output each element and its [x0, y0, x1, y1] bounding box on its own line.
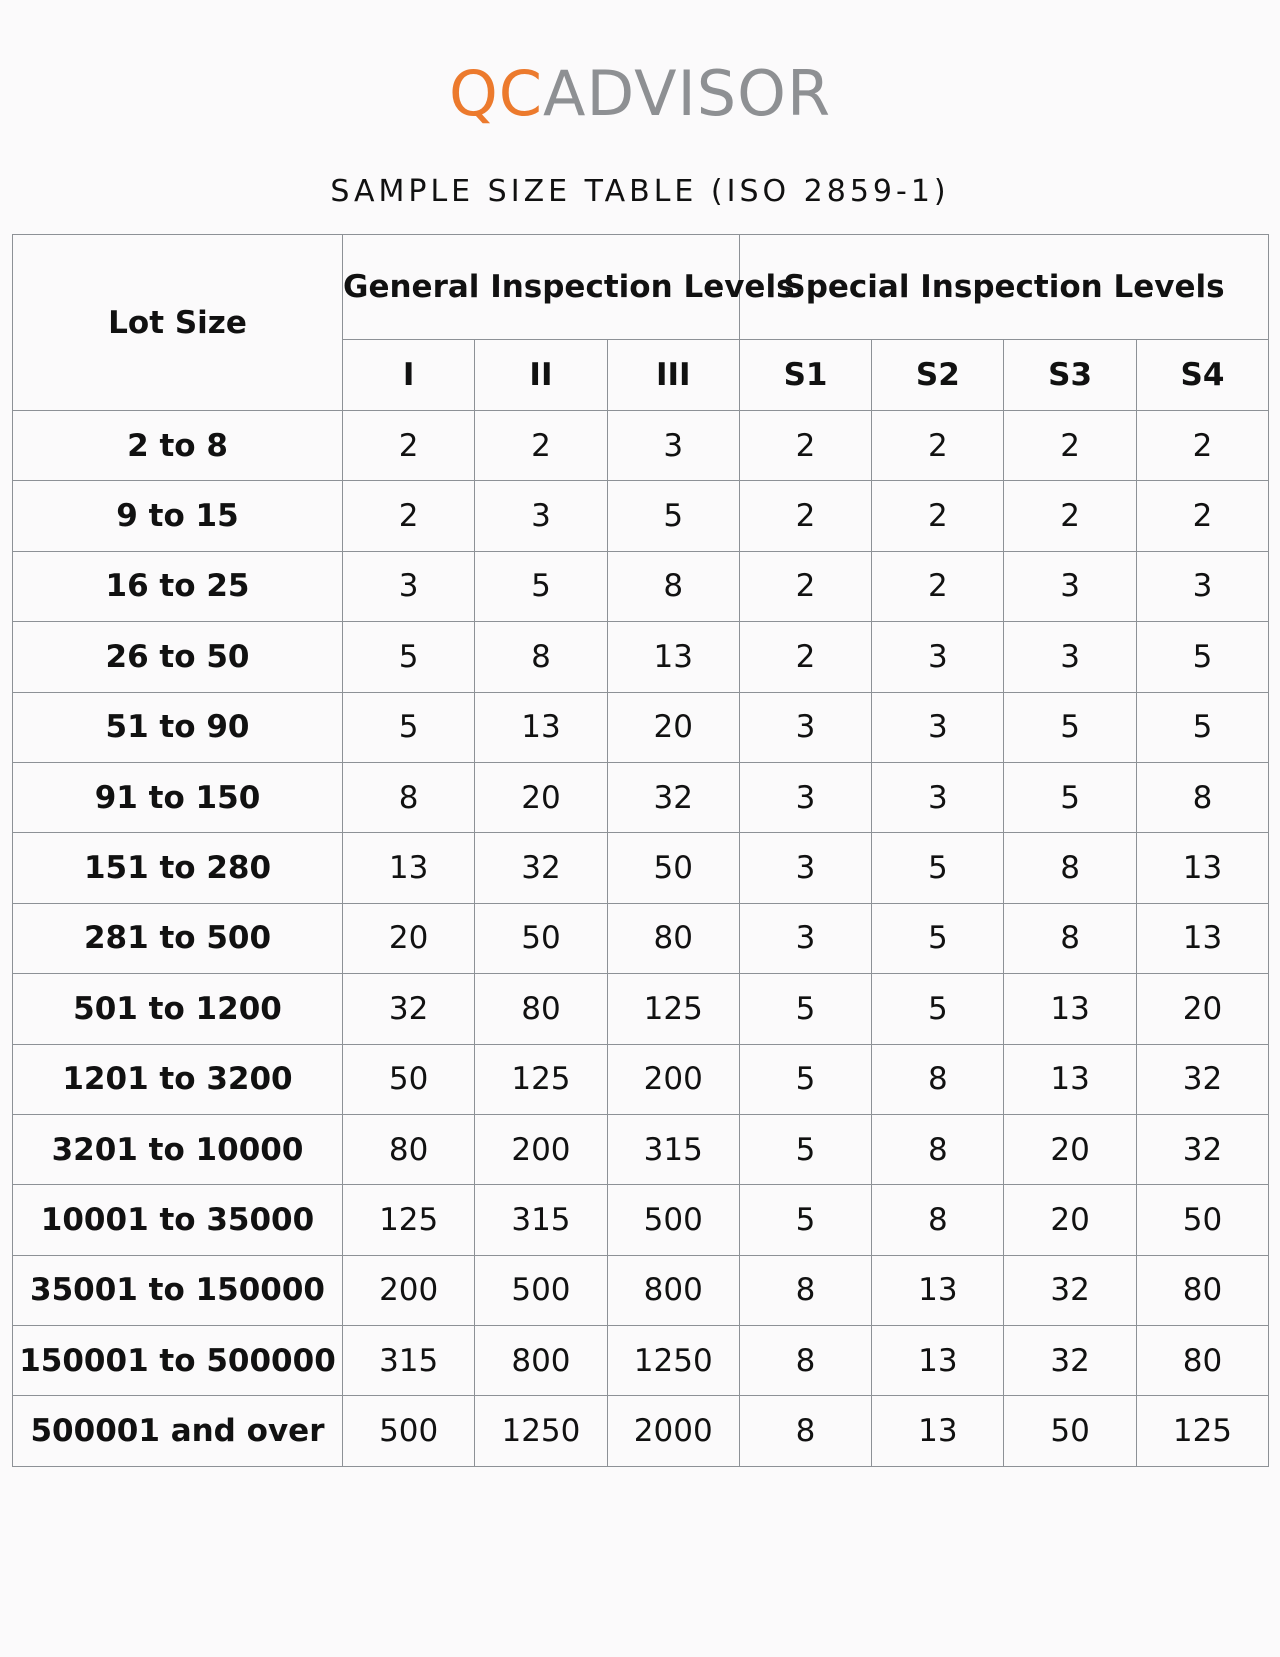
sample-size-cell: 2 — [1004, 411, 1136, 481]
sample-size-cell: 800 — [607, 1255, 739, 1325]
sample-size-cell: 5 — [343, 692, 475, 762]
header-row-groups — [13, 235, 1269, 340]
table-row — [13, 551, 1269, 621]
sample-size-cell: 200 — [475, 1114, 607, 1184]
page-title: SAMPLE SIZE TABLE (ISO 2859-1) — [330, 174, 950, 209]
sample-size-cell: 20 — [607, 692, 739, 762]
column-header-S1: S1 — [739, 340, 871, 411]
sample-size-cell: 50 — [475, 903, 607, 973]
column-header-S4: S4 — [1136, 340, 1268, 411]
sample-size-cell: 32 — [1004, 1326, 1136, 1396]
sample-size-cell: 8 — [607, 551, 739, 621]
sample-size-cell: 8 — [872, 1185, 1004, 1255]
sample-size-cell: 3 — [739, 762, 871, 832]
sample-size-cell: 80 — [1136, 1255, 1268, 1325]
sample-size-cell: 32 — [1136, 1114, 1268, 1184]
lot-size-cell: 500001 and over — [13, 1396, 343, 1466]
column-header-S2: S2 — [872, 340, 1004, 411]
sample-size-cell: 50 — [343, 1044, 475, 1114]
sample-size-cell: 13 — [607, 622, 739, 692]
column-header-II: II — [475, 340, 607, 411]
sample-size-cell: 200 — [607, 1044, 739, 1114]
sample-size-cell: 5 — [1136, 622, 1268, 692]
sample-size-cell: 5 — [872, 974, 1004, 1044]
sample-size-cell: 500 — [475, 1255, 607, 1325]
sample-size-cell: 5 — [607, 481, 739, 551]
special-inspection-header: Special Inspection Levels — [739, 235, 1268, 340]
sample-size-cell: 80 — [343, 1114, 475, 1184]
sample-size-cell: 3 — [1004, 551, 1136, 621]
sample-size-cell: 32 — [1004, 1255, 1136, 1325]
sample-size-cell: 32 — [607, 762, 739, 832]
sample-size-cell: 2 — [739, 622, 871, 692]
sample-size-cell: 8 — [739, 1326, 871, 1396]
sample-size-cell: 5 — [739, 1114, 871, 1184]
sample-size-cell: 500 — [343, 1396, 475, 1466]
sample-size-cell: 13 — [1136, 903, 1268, 973]
sample-size-cell: 5 — [739, 974, 871, 1044]
table-row — [13, 1044, 1269, 1114]
sample-size-cell: 20 — [1136, 974, 1268, 1044]
sample-size-cell: 315 — [343, 1326, 475, 1396]
sample-size-cell: 5 — [739, 1185, 871, 1255]
sample-size-cell: 5 — [872, 903, 1004, 973]
sample-size-cell: 5 — [343, 622, 475, 692]
sample-size-cell: 2 — [739, 481, 871, 551]
lot-size-cell: 2 to 8 — [13, 411, 343, 481]
lot-size-cell: 1201 to 3200 — [13, 1044, 343, 1114]
sample-size-cell: 2 — [475, 411, 607, 481]
sample-size-cell: 8 — [739, 1396, 871, 1466]
table-row — [13, 974, 1269, 1044]
sample-size-cell: 2 — [343, 481, 475, 551]
sample-size-cell: 2 — [872, 411, 1004, 481]
table-row — [13, 481, 1269, 551]
lot-size-cell: 51 to 90 — [13, 692, 343, 762]
sample-size-cell: 13 — [872, 1326, 1004, 1396]
sample-size-cell: 50 — [1136, 1185, 1268, 1255]
sample-size-cell: 500 — [607, 1185, 739, 1255]
sample-size-cell: 5 — [1004, 762, 1136, 832]
sample-size-cell: 200 — [343, 1255, 475, 1325]
sample-size-cell: 3 — [343, 551, 475, 621]
logo-qc: QC — [448, 57, 544, 130]
sample-size-cell: 5 — [1004, 692, 1136, 762]
lot-size-cell: 281 to 500 — [13, 903, 343, 973]
sample-size-cell: 20 — [475, 762, 607, 832]
sample-size-cell: 2 — [1004, 481, 1136, 551]
table-row — [13, 903, 1269, 973]
table-row — [13, 1396, 1269, 1466]
sample-size-cell: 20 — [1004, 1114, 1136, 1184]
sample-size-cell: 1250 — [475, 1396, 607, 1466]
table-row — [13, 762, 1269, 832]
sample-size-cell: 2 — [739, 551, 871, 621]
sample-size-cell: 8 — [343, 762, 475, 832]
sample-size-cell: 2 — [872, 481, 1004, 551]
sample-size-cell: 3 — [475, 481, 607, 551]
sample-size-cell: 13 — [872, 1396, 1004, 1466]
lot-size-cell: 26 to 50 — [13, 622, 343, 692]
sample-size-cell: 32 — [343, 974, 475, 1044]
sample-size-cell: 3 — [872, 762, 1004, 832]
sample-size-cell: 2 — [1136, 411, 1268, 481]
sample-size-cell: 5 — [739, 1044, 871, 1114]
table-row — [13, 1185, 1269, 1255]
sample-size-cell: 3 — [872, 692, 1004, 762]
table-row — [13, 411, 1269, 481]
sample-size-cell: 13 — [1004, 1044, 1136, 1114]
sample-size-cell: 8 — [739, 1255, 871, 1325]
table-row — [13, 692, 1269, 762]
column-header-S3: S3 — [1004, 340, 1136, 411]
sample-size-cell: 125 — [1136, 1396, 1268, 1466]
sample-size-cell: 5 — [1136, 692, 1268, 762]
sample-size-cell: 2 — [872, 551, 1004, 621]
sample-size-cell: 32 — [1136, 1044, 1268, 1114]
table-row — [13, 1326, 1269, 1396]
qcadvisor-logo — [0, 58, 1280, 130]
sample-size-cell: 20 — [343, 903, 475, 973]
sample-size-cell: 3 — [739, 903, 871, 973]
sample-size-cell: 13 — [1136, 833, 1268, 903]
lot-size-cell: 35001 to 150000 — [13, 1255, 343, 1325]
sample-size-cell: 13 — [872, 1255, 1004, 1325]
sample-size-cell: 800 — [475, 1326, 607, 1396]
sample-size-cell: 125 — [607, 974, 739, 1044]
sample-size-cell: 2 — [1136, 481, 1268, 551]
table-row — [13, 622, 1269, 692]
sample-size-cell: 2 — [739, 411, 871, 481]
lot-size-header: Lot Size — [13, 235, 343, 411]
lot-size-cell: 91 to 150 — [13, 762, 343, 832]
table-row — [13, 1114, 1269, 1184]
sample-size-cell: 80 — [607, 903, 739, 973]
sample-size-cell: 8 — [1004, 833, 1136, 903]
sample-size-cell: 3 — [872, 622, 1004, 692]
sample-size-cell: 315 — [475, 1185, 607, 1255]
sample-size-cell: 3 — [739, 692, 871, 762]
sample-size-cell: 3 — [1136, 551, 1268, 621]
sample-size-cell: 20 — [1004, 1185, 1136, 1255]
sample-size-cell: 125 — [343, 1185, 475, 1255]
sample-size-cell: 13 — [343, 833, 475, 903]
column-header-I: I — [343, 340, 475, 411]
sample-size-cell: 1250 — [607, 1326, 739, 1396]
sample-size-table — [12, 234, 1269, 1467]
lot-size-cell: 3201 to 10000 — [13, 1114, 343, 1184]
lot-size-cell: 9 to 15 — [13, 481, 343, 551]
sample-size-cell: 315 — [607, 1114, 739, 1184]
lot-size-cell: 151 to 280 — [13, 833, 343, 903]
table-row — [13, 1255, 1269, 1325]
sample-size-cell: 2 — [343, 411, 475, 481]
column-header-III: III — [607, 340, 739, 411]
sample-size-cell: 5 — [475, 551, 607, 621]
logo-advisor: ADVISOR — [543, 57, 832, 130]
lot-size-cell: 16 to 25 — [13, 551, 343, 621]
sample-size-cell: 3 — [607, 411, 739, 481]
general-inspection-header: General Inspection Levels — [343, 235, 740, 340]
sample-size-cell: 8 — [1136, 762, 1268, 832]
sample-size-cell: 3 — [739, 833, 871, 903]
sample-size-cell: 80 — [475, 974, 607, 1044]
sample-size-cell: 13 — [475, 692, 607, 762]
sample-size-cell: 8 — [872, 1044, 1004, 1114]
sample-size-cell: 5 — [872, 833, 1004, 903]
sample-size-cell: 32 — [475, 833, 607, 903]
sample-size-cell: 8 — [475, 622, 607, 692]
lot-size-cell: 150001 to 500000 — [13, 1326, 343, 1396]
sample-size-cell: 125 — [475, 1044, 607, 1114]
sample-size-cell: 50 — [1004, 1396, 1136, 1466]
sample-size-cell: 80 — [1136, 1326, 1268, 1396]
sample-size-cell: 3 — [1004, 622, 1136, 692]
table-row — [13, 833, 1269, 903]
lot-size-cell: 10001 to 35000 — [13, 1185, 343, 1255]
sample-size-cell: 50 — [607, 833, 739, 903]
sample-size-cell: 8 — [1004, 903, 1136, 973]
table-body — [13, 411, 1269, 1467]
sample-size-cell: 13 — [1004, 974, 1136, 1044]
sample-size-cell: 8 — [872, 1114, 1004, 1184]
lot-size-cell: 501 to 1200 — [13, 974, 343, 1044]
sample-size-cell: 2000 — [607, 1396, 739, 1466]
